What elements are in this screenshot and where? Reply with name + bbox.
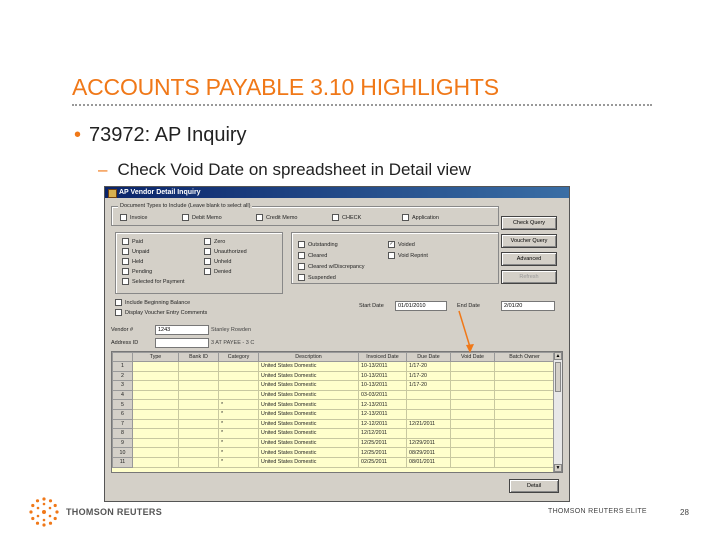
include-beginning-balance-checkbox[interactable] xyxy=(115,299,190,306)
table-cell[interactable] xyxy=(219,371,259,381)
status-suspended-checkbox[interactable] xyxy=(298,274,336,281)
filter-label: Unauthorized xyxy=(214,248,247,255)
row-number[interactable]: 6 xyxy=(113,409,133,419)
status-filters-group xyxy=(115,232,283,294)
table-cell[interactable] xyxy=(407,409,451,419)
filter-label: Selected for Payment xyxy=(132,278,185,285)
filter-pending-checkbox[interactable] xyxy=(122,268,152,275)
checkbox-icon xyxy=(122,268,129,275)
refresh-button[interactable]: Refresh xyxy=(501,270,557,284)
doc-type-label: CHECK xyxy=(342,214,362,221)
display-voucher-comments-checkbox[interactable] xyxy=(115,309,207,316)
status-outstanding-checkbox[interactable] xyxy=(298,241,338,248)
table-cell[interactable] xyxy=(451,409,495,419)
detail-button[interactable]: Detail xyxy=(509,479,559,493)
results-table xyxy=(112,352,555,468)
table-cell[interactable] xyxy=(179,400,219,410)
table-cell[interactable] xyxy=(495,400,555,410)
doc-type-debit-memo-checkbox[interactable] xyxy=(182,214,222,221)
status-cleared-checkbox[interactable] xyxy=(298,252,327,259)
table-cell[interactable]: United States Domestic xyxy=(259,371,359,381)
table-cell[interactable] xyxy=(451,371,495,381)
ap-vendor-detail-inquiry-window xyxy=(104,186,570,502)
table-cell[interactable] xyxy=(133,409,179,419)
table-row[interactable] xyxy=(113,371,555,381)
table-cell[interactable]: 02/25/2011 xyxy=(359,457,407,467)
window-titlebar[interactable] xyxy=(105,187,569,198)
table-cell[interactable] xyxy=(407,400,451,410)
doc-type-credit-memo-checkbox[interactable] xyxy=(256,214,297,221)
row-number[interactable]: 10 xyxy=(113,448,133,458)
company-logo-text: THOMSON REUTERS xyxy=(66,507,163,517)
table-row[interactable] xyxy=(113,419,555,429)
table-cell[interactable]: United States Domestic xyxy=(259,438,359,448)
table-cell[interactable] xyxy=(179,438,219,448)
row-number[interactable]: 5 xyxy=(113,400,133,410)
grid-header[interactable]: Batch Owner xyxy=(495,353,555,362)
table-cell[interactable] xyxy=(451,390,495,400)
checked-checkbox-icon: ✓ xyxy=(389,241,394,247)
table-cell[interactable]: 12-12/2011 xyxy=(359,419,407,429)
checkbox-icon xyxy=(298,263,305,270)
table-cell[interactable]: * xyxy=(219,429,259,439)
slide-title: ACCOUNTS PAYABLE 3.10 HIGHLIGHTS xyxy=(72,74,499,100)
table-row[interactable] xyxy=(113,400,555,410)
table-cell[interactable]: 12/12/2011 xyxy=(359,429,407,439)
start-date-label: Start Date xyxy=(359,303,384,309)
table-cell[interactable] xyxy=(495,438,555,448)
table-cell[interactable] xyxy=(451,457,495,467)
table-cell[interactable] xyxy=(407,390,451,400)
grid-header[interactable]: Due Date xyxy=(407,353,451,362)
table-cell[interactable] xyxy=(451,429,495,439)
app-icon xyxy=(108,189,117,198)
checkbox-icon xyxy=(402,214,409,221)
window-title: AP Vendor Detail Inquiry xyxy=(119,189,201,196)
check-status-group xyxy=(291,232,499,284)
option-label: Include Beginning Balance xyxy=(125,299,191,306)
table-cell[interactable] xyxy=(495,429,555,439)
table-cell[interactable] xyxy=(133,371,179,381)
filter-label: Pending xyxy=(132,268,153,275)
row-number[interactable]: 8 xyxy=(113,429,133,439)
filter-label: Unpaid xyxy=(132,248,150,255)
filter-selected-for-payment-checkbox[interactable] xyxy=(122,278,185,285)
status-label: Suspended xyxy=(308,274,336,281)
table-cell[interactable]: * xyxy=(219,457,259,467)
filter-label: Denied xyxy=(214,268,232,275)
doc-type-label: Credit Memo xyxy=(266,214,298,221)
checkbox-icon xyxy=(298,241,305,248)
vendor-name: Stanley Rowden xyxy=(211,327,252,333)
table-cell[interactable] xyxy=(495,390,555,400)
filter-paid-checkbox[interactable] xyxy=(122,238,143,245)
subbullet-void-date-text: Check Void Date on spreadsheet in Detail view xyxy=(117,160,471,179)
table-cell[interactable]: United States Domestic xyxy=(259,409,359,419)
table-cell[interactable]: 1/17-20 xyxy=(407,362,451,372)
status-label: Outstanding xyxy=(308,241,338,248)
table-cell[interactable] xyxy=(451,438,495,448)
option-label: Display Voucher Entry Comments xyxy=(125,309,208,316)
table-cell[interactable]: United States Domestic xyxy=(259,400,359,410)
table-cell[interactable] xyxy=(133,400,179,410)
table-cell[interactable]: 1/17-20 xyxy=(407,371,451,381)
table-cell[interactable] xyxy=(179,457,219,467)
filter-zero-checkbox[interactable] xyxy=(204,238,225,245)
table-cell[interactable] xyxy=(133,429,179,439)
checkbox-icon xyxy=(120,214,127,221)
doc-type-invoice-checkbox[interactable] xyxy=(120,214,147,221)
title-divider xyxy=(72,104,652,106)
doc-type-label: Invoice xyxy=(130,214,148,221)
filter-label: Zero xyxy=(214,238,226,245)
table-cell[interactable]: 12-13/2011 xyxy=(359,400,407,410)
table-cell[interactable]: United States Domestic xyxy=(259,457,359,467)
doc-type-label: Application xyxy=(412,214,439,221)
status-voided-checkbox[interactable] xyxy=(388,241,415,248)
grid-header-row xyxy=(113,353,555,362)
checkbox-icon xyxy=(115,299,122,306)
subbullet-void-date xyxy=(98,160,471,180)
checkbox-icon xyxy=(182,214,189,221)
bullet-ap-inquiry xyxy=(74,124,247,147)
document-types-group xyxy=(111,203,499,226)
table-cell[interactable] xyxy=(179,429,219,439)
checkbox-icon xyxy=(122,278,129,285)
table-cell[interactable] xyxy=(451,381,495,391)
status-label: Cleared xyxy=(308,252,328,259)
table-cell[interactable] xyxy=(219,362,259,372)
start-date-field[interactable]: 01/01/2010 xyxy=(395,301,447,311)
status-void-reprint-checkbox[interactable] xyxy=(388,252,428,259)
filter-label: Unheld xyxy=(214,258,232,265)
check-query-button[interactable]: Check Query xyxy=(501,216,557,230)
table-cell[interactable]: United States Domestic xyxy=(259,390,359,400)
checkbox-icon xyxy=(122,238,129,245)
status-label: Voided xyxy=(398,241,415,248)
table-cell[interactable] xyxy=(133,448,179,458)
grid-header[interactable]: Type xyxy=(133,353,179,362)
checkbox-icon xyxy=(388,252,395,259)
checkbox-icon xyxy=(204,268,211,275)
table-cell[interactable] xyxy=(179,371,219,381)
table-cell[interactable] xyxy=(219,390,259,400)
table-cell[interactable] xyxy=(219,381,259,391)
table-cell[interactable]: 03-03/2011 xyxy=(359,390,407,400)
table-cell[interactable] xyxy=(133,419,179,429)
table-cell[interactable]: 12/25/2011 xyxy=(359,448,407,458)
table-cell[interactable] xyxy=(133,438,179,448)
table-cell[interactable] xyxy=(407,429,451,439)
row-number[interactable]: 9 xyxy=(113,438,133,448)
vendor-field[interactable]: 1243 xyxy=(155,325,209,335)
table-cell[interactable]: United States Domestic xyxy=(259,448,359,458)
grid-header[interactable] xyxy=(113,353,133,362)
status-label: Cleared w/Discrepancy xyxy=(308,263,365,270)
row-number[interactable]: 4 xyxy=(113,390,133,400)
bullet-dot-icon: • xyxy=(74,124,82,146)
subbullet-dash-icon: – xyxy=(98,160,108,179)
table-cell[interactable] xyxy=(179,390,219,400)
row-number[interactable]: 1 xyxy=(113,362,133,372)
row-number[interactable]: 3 xyxy=(113,381,133,391)
checkbox-icon xyxy=(204,258,211,265)
table-cell[interactable] xyxy=(179,409,219,419)
footer-brand-text: THOMSON REUTERS ELITE xyxy=(548,508,647,515)
table-row[interactable] xyxy=(113,448,555,458)
scroll-up-icon[interactable]: ▲ xyxy=(555,353,561,359)
address-value: 3 AT PAYEE - 3 C xyxy=(211,340,255,346)
address-id-field[interactable] xyxy=(155,338,209,348)
thomson-reuters-logo-icon xyxy=(28,496,60,528)
table-cell[interactable]: * xyxy=(219,438,259,448)
checkbox-icon xyxy=(115,309,122,316)
table-cell[interactable] xyxy=(179,381,219,391)
table-cell[interactable]: 12/29/2011 xyxy=(407,438,451,448)
table-cell[interactable] xyxy=(451,362,495,372)
table-row[interactable] xyxy=(113,362,555,372)
checkbox-icon xyxy=(298,274,305,281)
checkbox-icon xyxy=(298,252,305,259)
table-cell[interactable]: * xyxy=(219,448,259,458)
table-cell[interactable]: 1/17-20 xyxy=(407,381,451,391)
filter-label: Paid xyxy=(132,238,144,245)
table-cell[interactable]: 10-13/2011 xyxy=(359,362,407,372)
table-cell[interactable] xyxy=(133,457,179,467)
filter-denied-checkbox[interactable] xyxy=(204,268,231,275)
table-cell[interactable]: * xyxy=(219,409,259,419)
advanced-button[interactable]: Advanced xyxy=(501,252,557,266)
row-number[interactable]: 11 xyxy=(113,457,133,467)
table-cell[interactable] xyxy=(495,362,555,372)
table-row[interactable] xyxy=(113,429,555,439)
orange-callout-arrow xyxy=(455,309,475,355)
grid-header[interactable]: Invoiced Date xyxy=(359,353,407,362)
table-cell[interactable]: United States Domestic xyxy=(259,362,359,372)
table-cell[interactable] xyxy=(451,400,495,410)
row-number[interactable]: 2 xyxy=(113,371,133,381)
checkbox-icon xyxy=(122,258,129,265)
filter-unheld-checkbox[interactable] xyxy=(204,258,231,265)
grid-header[interactable]: Bank ID xyxy=(179,353,219,362)
table-cell[interactable]: United States Domestic xyxy=(259,381,359,391)
table-cell[interactable]: 08/29/2011 xyxy=(407,448,451,458)
checkbox-icon xyxy=(204,238,211,245)
table-row[interactable] xyxy=(113,438,555,448)
table-cell[interactable]: * xyxy=(219,419,259,429)
checkbox-icon xyxy=(122,248,129,255)
doc-type-application-checkbox[interactable] xyxy=(402,214,439,221)
filter-unpaid-checkbox[interactable] xyxy=(122,248,149,255)
table-row[interactable] xyxy=(113,390,555,400)
grid-scrollbar[interactable] xyxy=(553,352,562,472)
status-cleared-discrepancy-checkbox[interactable] xyxy=(298,263,365,270)
grid-header-void-date[interactable]: Void Date xyxy=(451,353,495,362)
table-cell[interactable] xyxy=(451,419,495,429)
table-cell[interactable]: 12-13/2011 xyxy=(359,409,407,419)
table-cell[interactable] xyxy=(451,448,495,458)
table-cell[interactable]: * xyxy=(219,400,259,410)
checkbox-icon xyxy=(332,214,339,221)
filter-unauthorized-checkbox[interactable] xyxy=(204,248,247,255)
table-cell[interactable] xyxy=(495,457,555,467)
table-cell[interactable] xyxy=(179,448,219,458)
page-number: 28 xyxy=(680,508,689,517)
table-cell[interactable] xyxy=(133,390,179,400)
table-cell[interactable]: 12/25/2011 xyxy=(359,438,407,448)
table-cell[interactable] xyxy=(495,419,555,429)
status-label: Void Reprint xyxy=(398,252,428,259)
voucher-query-button[interactable]: Voucher Query xyxy=(501,234,557,248)
doc-type-label: Debit Memo xyxy=(192,214,222,221)
row-number[interactable]: 7 xyxy=(113,419,133,429)
scroll-thumb[interactable] xyxy=(555,362,561,392)
table-cell[interactable]: 10-13/2011 xyxy=(359,371,407,381)
table-cell[interactable]: 08/01/2011 xyxy=(407,457,451,467)
end-date-label: End Date xyxy=(457,303,480,309)
table-cell[interactable]: United States Domestic xyxy=(259,429,359,439)
table-cell[interactable]: 12/21/2011 xyxy=(407,419,451,429)
checkbox-icon xyxy=(204,248,211,255)
table-cell[interactable] xyxy=(133,381,179,391)
table-row[interactable] xyxy=(113,457,555,467)
end-date-field[interactable]: 2/01/20 xyxy=(501,301,555,311)
table-cell[interactable] xyxy=(179,362,219,372)
table-cell[interactable] xyxy=(495,448,555,458)
grid-body xyxy=(113,362,555,468)
table-cell[interactable]: 10-13/2011 xyxy=(359,381,407,391)
checkbox-icon xyxy=(256,214,263,221)
address-id-label: Address ID xyxy=(111,340,139,346)
document-types-legend: Document Types to Include (Leave blank to select all) xyxy=(120,203,251,209)
table-cell[interactable] xyxy=(179,419,219,429)
table-cell[interactable] xyxy=(495,381,555,391)
grid-header[interactable]: Category xyxy=(219,353,259,362)
table-cell[interactable] xyxy=(495,409,555,419)
vendor-label: Vendor # xyxy=(111,327,134,333)
table-row[interactable] xyxy=(113,409,555,419)
grid-header[interactable]: Description xyxy=(259,353,359,362)
table-cell[interactable] xyxy=(495,371,555,381)
results-grid xyxy=(111,351,563,473)
scroll-down-icon[interactable]: ▼ xyxy=(555,465,561,471)
table-row[interactable] xyxy=(113,381,555,391)
table-cell[interactable]: United States Domestic xyxy=(259,419,359,429)
filter-held-checkbox[interactable] xyxy=(122,258,143,265)
table-cell[interactable] xyxy=(133,362,179,372)
bullet-ap-inquiry-text: 73972: AP Inquiry xyxy=(89,124,247,146)
doc-type-check-checkbox[interactable] xyxy=(332,214,361,221)
filter-label: Held xyxy=(132,258,144,265)
